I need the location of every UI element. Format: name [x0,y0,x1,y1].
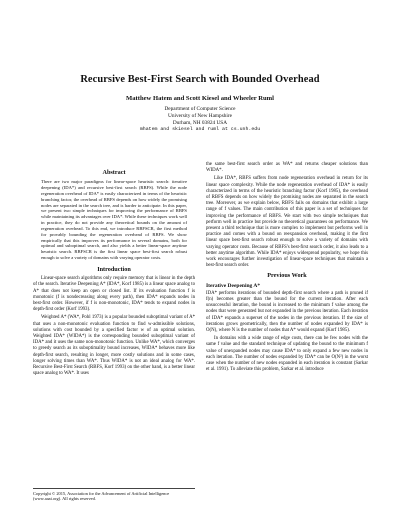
paper-authors: Matthew Hatem and Scott Kiesel and Wheeler Ruml [126,95,274,102]
copyright-footnote: Copyright © 2015, Association for the Advancement of Artificial Intelligence (www.aaai.org). All rights reserved. [33,488,195,502]
right-paragraph-4: In domains with a wide range of edge costs, there can be few nodes with the same f value and the standard technique of updating the bound to the minimum f value of unexpanded nodes may cause IDA* to only expand a few new nodes in each iteration. The number of nodes expanded by IDA* can be O(N²) in the worst case when the number of new nodes expanded in each iteration is constant (Sarkar et al. 1991). To alleviate this problem, Sarkar et al. introduce [206,336,368,373]
intro-paragraph-2: Weighted A* (WA*, Pohl 1973) is a popular bounded suboptimal variant of A* that uses a non-monotonic evaluation function to find w-admissible solutions, solutions with cost bounded by a specified factor w of an optimal solution. Weighted IDA* (WIDA*) is the corresponding bounded suboptimal variant of IDA* and it uses the same non-monotonic function. Unlike WA*, which converges to greedy search as its suboptimality bound increases, WIDA* behaves more like depth-first search, resulting in longer, more costly solutions and in some cases, longer solving times than WA*. Thus WIDA* is not an ideal analog for WA*. Recursive Best-First Search (RBFS, Korf 1993) on the other hand, is a better linear space analog to WA*. It uses [33,315,195,377]
author-address: Durham, NH 03824 USA [172,120,228,126]
author-university: University of New Hampshire [168,113,232,119]
introduction-heading: Introduction [97,266,131,274]
abstract-heading: Abstract [102,169,126,176]
right-paragraph-2: Like IDA*, RBFS suffers from node regeneration overhead in return for its linear space complexity. While the node regeneration overhead of IDA* is easily characterized in terms of the heuristic branching factor (Korf 1985), the overhead of RBFS depends on how widely the promising nodes are separated in the search tree. Moreover, as we explain below, RBFS fails on domains that exhibit a large range of f values. The main contribution of this paper is a set of techniques for improving the performance of RBFS. We start with two simple techniques that perform well in practice but provide no theoretical guarantees on performance. We present a third technique that is more complex to implement but performs well in practice and comes with a bound on reexpansion overhead, making it the first linear space best-first search robust enough to solve a variety of domains with varying operator costs. Because of RBFS's best-first search order, it also leads to a better anytime algorithm. While IDA* enjoys widespread popularity, we hope this work encourages further investigation of linear-space techniques that maintain a best-first search order. [206,176,368,269]
ida-subheading: Iterative Deepening A* [206,282,261,289]
author-department: Department of Computer Science [164,106,236,112]
right-paragraph-3: IDA* performs iterations of bounded depth-first search where a path is pruned if f(n) becomes greater than the bound for the current iteration. After each unsuccessful iteration, the bound is increased to the minimum f value among the nodes that were generated but not expanded in the previous iteration. Each iteration of IDA* expands a superset of the nodes in the previous iteration. If the size of iterations grows geometrically, then the number of nodes expanded by IDA* is O(N), where N is the number of nodes that A* would expand (Korf 1985). [206,290,368,334]
right-column [206,162,368,376]
intro-paragraph-1: Linear-space search algorithms only require memory that is linear in the depth of the search. Iterative Deepening A* (IDA*, Korf 1985) is a linear space analog to A* that does not keep an open or closed list. If its evaluation function f is monotonic (f is nondecreasing along every path), then IDA* expands nodes in best-first order. However, if f is non-monotonic, IDA* tends to expand nodes in depth-first order (Korf 1993). [33,276,195,313]
previous-work-heading: Previous Work [267,272,307,280]
author-emails: mhatem and skiesel and ruml at cs.unh.edu [139,127,261,132]
paper-title: Recursive Best-First Search with Bounded Overhead [80,74,320,85]
abstract-text: There are two major paradigms for linear-space heuristic search: iterative deepening (IDA*) and recursive best-first search (RBFS). While the node regeneration overhead of IDA* is easily characterized in terms of the heuristic branching factor, the overhead of RBFS depends on how widely the promising nodes are separated in the search tree, and is harder to anticipate. In this paper, we present two simple techniques for improving the performance of RBFS while maintaining its advantages over IDA*. While these techniques work well in practice, they do not provide any theoretical bounds on the amount of regeneration overhead. To this end, we introduce RBFSCR, the first method for provably bounding the regeneration overhead of RBFS. We show empirically that this improves its performance in several domains, both for optimal and suboptimal search, and also yields a better linear-space anytime heuristic search. RBFSCR is the first linear space best-first search robust enough to solve a variety of domains with varying operator costs. [41,179,187,261]
right-paragraph-1: the same best-first search order as WA* and returns cheaper solutions than WIDA*. [206,162,368,174]
left-column [33,170,195,379]
